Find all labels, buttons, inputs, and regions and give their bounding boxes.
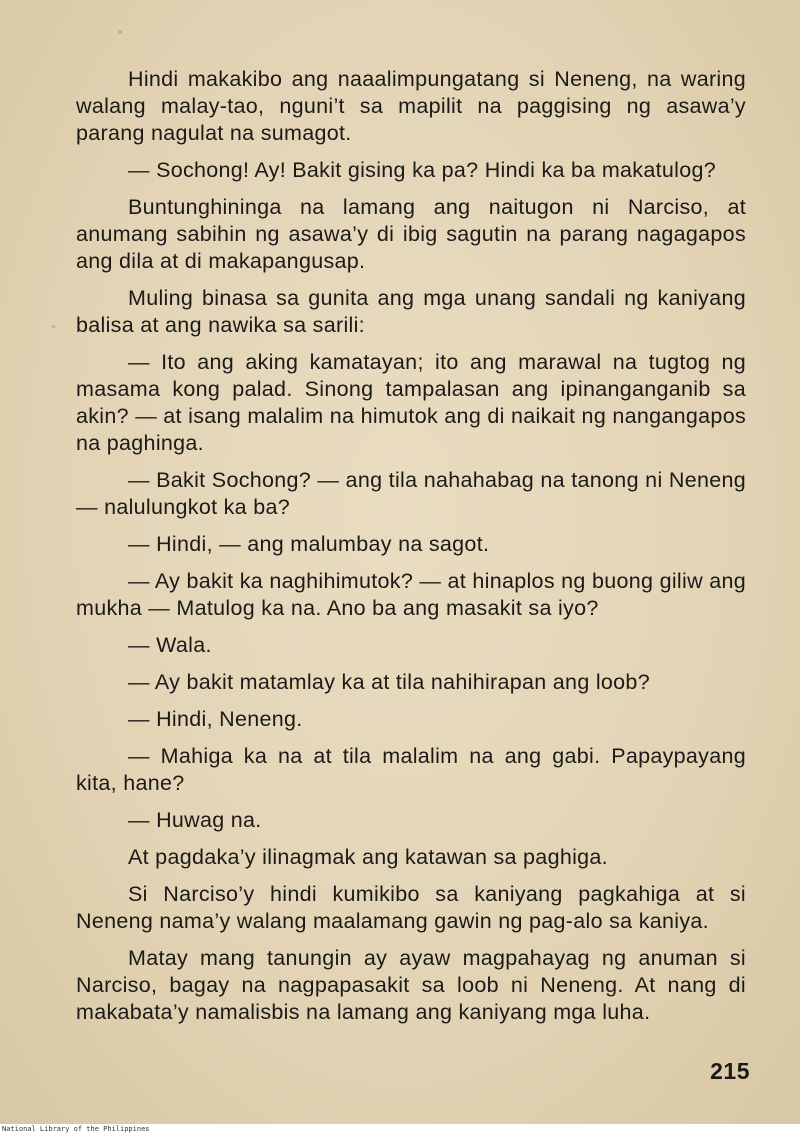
library-credit: National Library of the Philippines bbox=[2, 1125, 150, 1133]
paragraph: Buntunghininga na lamang ang naitugon ni Narciso, at anumang sabihin ng asawa’y di ibig sagutin na parang nagagapos ang dila at di makapangusap. bbox=[76, 195, 746, 273]
dialogue-line: — Ito ang aking kamatayan; ito ang marawal na tugtog ng masama kong palad. Sinong tampalasan ang ipinanganganib sa akin? — at isang malalim na himutok ang di naikait ng nangangapos na paghinga. bbox=[76, 350, 746, 455]
dialogue-line: — Hindi, — ang malumbay na sagot. bbox=[128, 532, 490, 556]
paper-speck bbox=[118, 30, 122, 34]
dialogue-line: — Mahiga ka na at tila malalim na ang gabi. Papaypayang kita, hane? bbox=[76, 744, 746, 795]
dialogue-line: — Wala. bbox=[128, 633, 212, 657]
body-text bbox=[76, 66, 746, 1035]
paragraph: Hindi makakibo ang naaalimpungatang si Neneng, na waring walang malay-tao, nguni’t sa mapilit na paggising ng asawa’y parang nagulat na sumagot. bbox=[76, 67, 746, 145]
dialogue-line: — Huwag na. bbox=[128, 808, 262, 832]
paragraph: Muling binasa sa gunita ang mga unang sandali ng kaniyang balisa at ang nawika sa sarili: bbox=[76, 286, 746, 337]
paragraph: Si Narciso’y hindi kumikibo sa kaniyang pagkahiga at si Neneng nama’y walang maalamang gawin ng pag-alo sa kaniya. bbox=[76, 882, 746, 933]
dialogue-line: — Ay bakit matamlay ka at tila nahihirapan ang loob? bbox=[128, 670, 650, 694]
dialogue-line: — Hindi, Neneng. bbox=[128, 707, 303, 731]
paragraph: At pagdaka’y ilinagmak ang katawan sa paghiga. bbox=[128, 845, 608, 869]
dialogue-line: — Ay bakit ka naghihimutok? — at hinaplos ng buong giliw ang mukha — Matulog ka na. Ano ba ang masakit sa iyo? bbox=[76, 569, 746, 620]
page-number: 215 bbox=[710, 1058, 750, 1084]
dialogue-line: — Bakit Sochong? — ang tila nahahabag na tanong ni Neneng — nalulungkot ka ba? bbox=[76, 468, 746, 519]
paper-speck bbox=[52, 325, 55, 328]
dialogue-line: — Sochong! Ay! Bakit gising ka pa? Hindi ka ba makatulog? bbox=[128, 158, 716, 182]
paragraph: Matay mang tanungin ay ayaw magpahayag ng anuman si Narciso, bagay na nagpapasakit sa loob ni Neneng. At nang di makabata’y namalisbis na lamang ang kaniyang mga luha. bbox=[76, 946, 746, 1024]
